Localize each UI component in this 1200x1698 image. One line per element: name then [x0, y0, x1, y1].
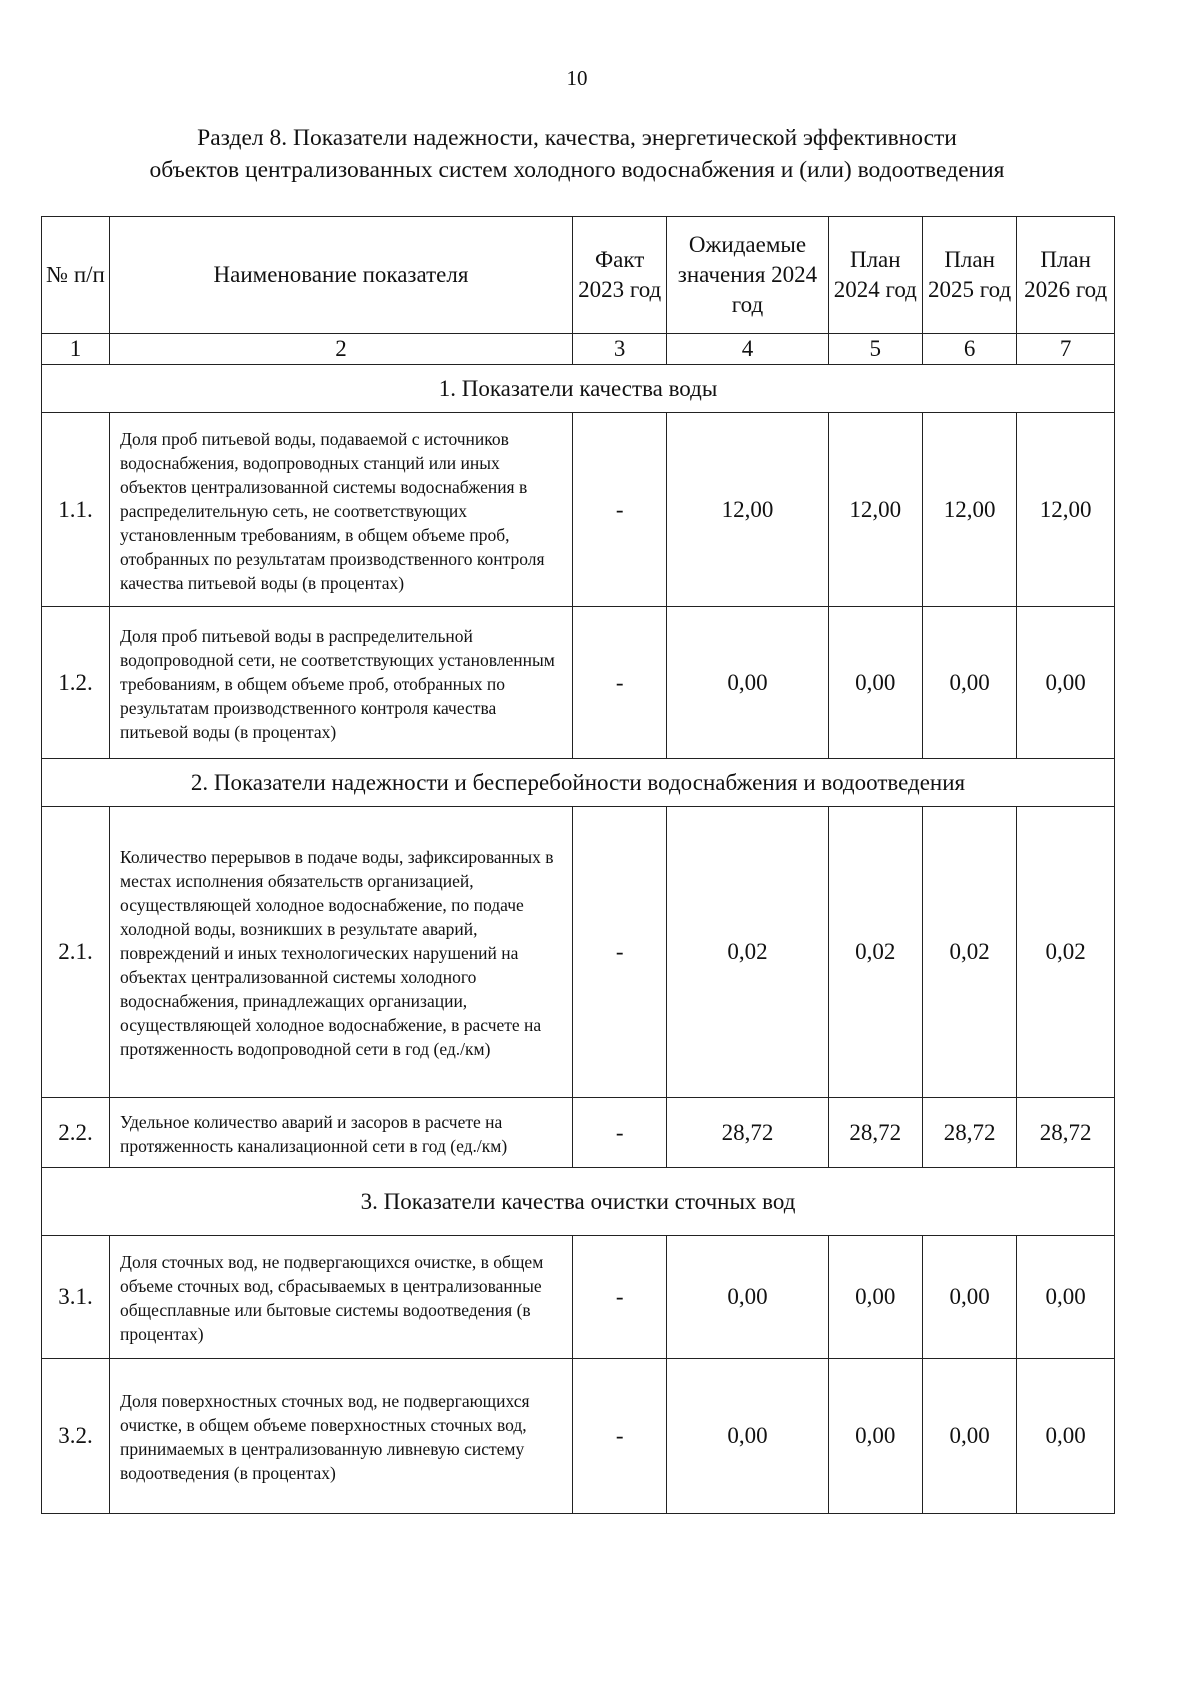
section-row: [42, 1168, 1115, 1236]
column-index-row: [42, 334, 1115, 365]
plan-2024-value: 12,00: [828, 413, 922, 607]
plan-2025-value: 0,00: [922, 1359, 1016, 1514]
indicator-name: Доля проб питьевой воды в распределительной водопроводной сети, не соответствующих установленным требованиям, в общем объеме проб, отобранных по результатам производственного контроля качества питьевой воды (в процентах): [110, 607, 573, 759]
col-index: 1: [42, 334, 110, 365]
section-heading: [40, 122, 1114, 186]
expected-2024-value: 0,00: [667, 1236, 828, 1359]
header-no: № п/п: [42, 217, 110, 334]
section-title: 2. Показатели надежности и бесперебойности водоснабжения и водоотведения: [42, 759, 1115, 807]
plan-2026-value: 12,00: [1017, 413, 1115, 607]
table-row: [42, 1359, 1115, 1514]
section-row: [42, 759, 1115, 807]
header-fact-2023: Факт 2023 год: [573, 217, 667, 334]
col-index: 4: [667, 334, 828, 365]
expected-2024-value: 0,00: [667, 1359, 828, 1514]
expected-2024-value: 28,72: [667, 1098, 828, 1168]
expected-2024-value: 12,00: [667, 413, 828, 607]
section-title: 1. Показатели качества воды: [42, 365, 1115, 413]
table-row: [42, 1236, 1115, 1359]
row-number: 2.2.: [42, 1098, 110, 1168]
indicator-name: Количество перерывов в подаче воды, зафиксированных в местах исполнения обязательств организацией, осуществляющей холодное водоснабжение, по подаче холодной воды, возникших в результате аварий, повреждений и иных технологических нарушений на объектах централизованной системы холодного водоснабжения, принадлежащих организации, осуществляющей холодное водоснабжение, в расчете на протяженность водопроводной сети в год (ед./км): [110, 807, 573, 1098]
plan-2024-value: 0,00: [828, 1359, 922, 1514]
row-number: 1.2.: [42, 607, 110, 759]
indicator-name: Удельное количество аварий и засоров в расчете на протяженность канализационной сети в год (ед./км): [110, 1098, 573, 1168]
indicator-name: Доля проб питьевой воды, подаваемой с источников водоснабжения, водопроводных станций или иных объектов централизованной системы водоснабжения в распределительную сеть, не соответствующих установленным требованиям, в общем объеме проб, отобранных по результатам производственного контроля качества питьевой воды (в процентах): [110, 413, 573, 607]
expected-2024-value: 0,00: [667, 607, 828, 759]
table-row: [42, 607, 1115, 759]
section-title: 3. Показатели качества очистки сточных вод: [42, 1168, 1115, 1236]
plan-2025-value: 0,00: [922, 1236, 1016, 1359]
fact-2023-value: -: [573, 807, 667, 1098]
table-header-row: [42, 217, 1115, 334]
heading-line-2: объектов централизованных систем холодного водоснабжения и (или) водоотведения: [149, 157, 1005, 183]
fact-2023-value: -: [573, 1236, 667, 1359]
header-plan-2026: План 2026 год: [1017, 217, 1115, 334]
plan-2024-value: 0,00: [828, 1236, 922, 1359]
indicator-name: Доля сточных вод, не подвергающихся очистке, в общем объеме сточных вод, сбрасываемых в централизованные общесплавные или бытовые системы водоотведения (в процентах): [110, 1236, 573, 1359]
plan-2025-value: 0,00: [922, 607, 1016, 759]
table-row: [42, 807, 1115, 1098]
fact-2023-value: -: [573, 1359, 667, 1514]
plan-2024-value: 28,72: [828, 1098, 922, 1168]
col-index: 3: [573, 334, 667, 365]
col-index: 7: [1017, 334, 1115, 365]
indicator-name: Доля поверхностных сточных вод, не подвергающихся очистке, в общем объеме поверхностных сточных вод, принимаемых в централизованную ливневую систему водоотведения (в процентах): [110, 1359, 573, 1514]
header-name: Наименование показателя: [110, 217, 573, 334]
header-plan-2024: План 2024 год: [828, 217, 922, 334]
fact-2023-value: -: [573, 607, 667, 759]
plan-2026-value: 0,00: [1017, 1236, 1115, 1359]
col-index: 2: [110, 334, 573, 365]
plan-2025-value: 28,72: [922, 1098, 1016, 1168]
fact-2023-value: -: [573, 413, 667, 607]
fact-2023-value: -: [573, 1098, 667, 1168]
plan-2024-value: 0,02: [828, 807, 922, 1098]
row-number: 2.1.: [42, 807, 110, 1098]
col-index: 6: [922, 334, 1016, 365]
col-index: 5: [828, 334, 922, 365]
header-expected-2024: Ожидаемые значения 2024 год: [667, 217, 828, 334]
row-number: 1.1.: [42, 413, 110, 607]
table-row: [42, 413, 1115, 607]
plan-2026-value: 0,00: [1017, 607, 1115, 759]
table-row: [42, 1098, 1115, 1168]
section-row: [42, 365, 1115, 413]
expected-2024-value: 0,02: [667, 807, 828, 1098]
row-number: 3.1.: [42, 1236, 110, 1359]
plan-2026-value: 28,72: [1017, 1098, 1115, 1168]
plan-2025-value: 0,02: [922, 807, 1016, 1098]
plan-2026-value: 0,02: [1017, 807, 1115, 1098]
heading-line-1: Раздел 8. Показатели надежности, качества, энергетической эффективности: [197, 125, 957, 151]
row-number: 3.2.: [42, 1359, 110, 1514]
indicators-table: [41, 216, 1115, 1514]
header-plan-2025: План 2025 год: [922, 217, 1016, 334]
plan-2026-value: 0,00: [1017, 1359, 1115, 1514]
page-number: 10: [566, 66, 588, 90]
plan-2025-value: 12,00: [922, 413, 1016, 607]
plan-2024-value: 0,00: [828, 607, 922, 759]
